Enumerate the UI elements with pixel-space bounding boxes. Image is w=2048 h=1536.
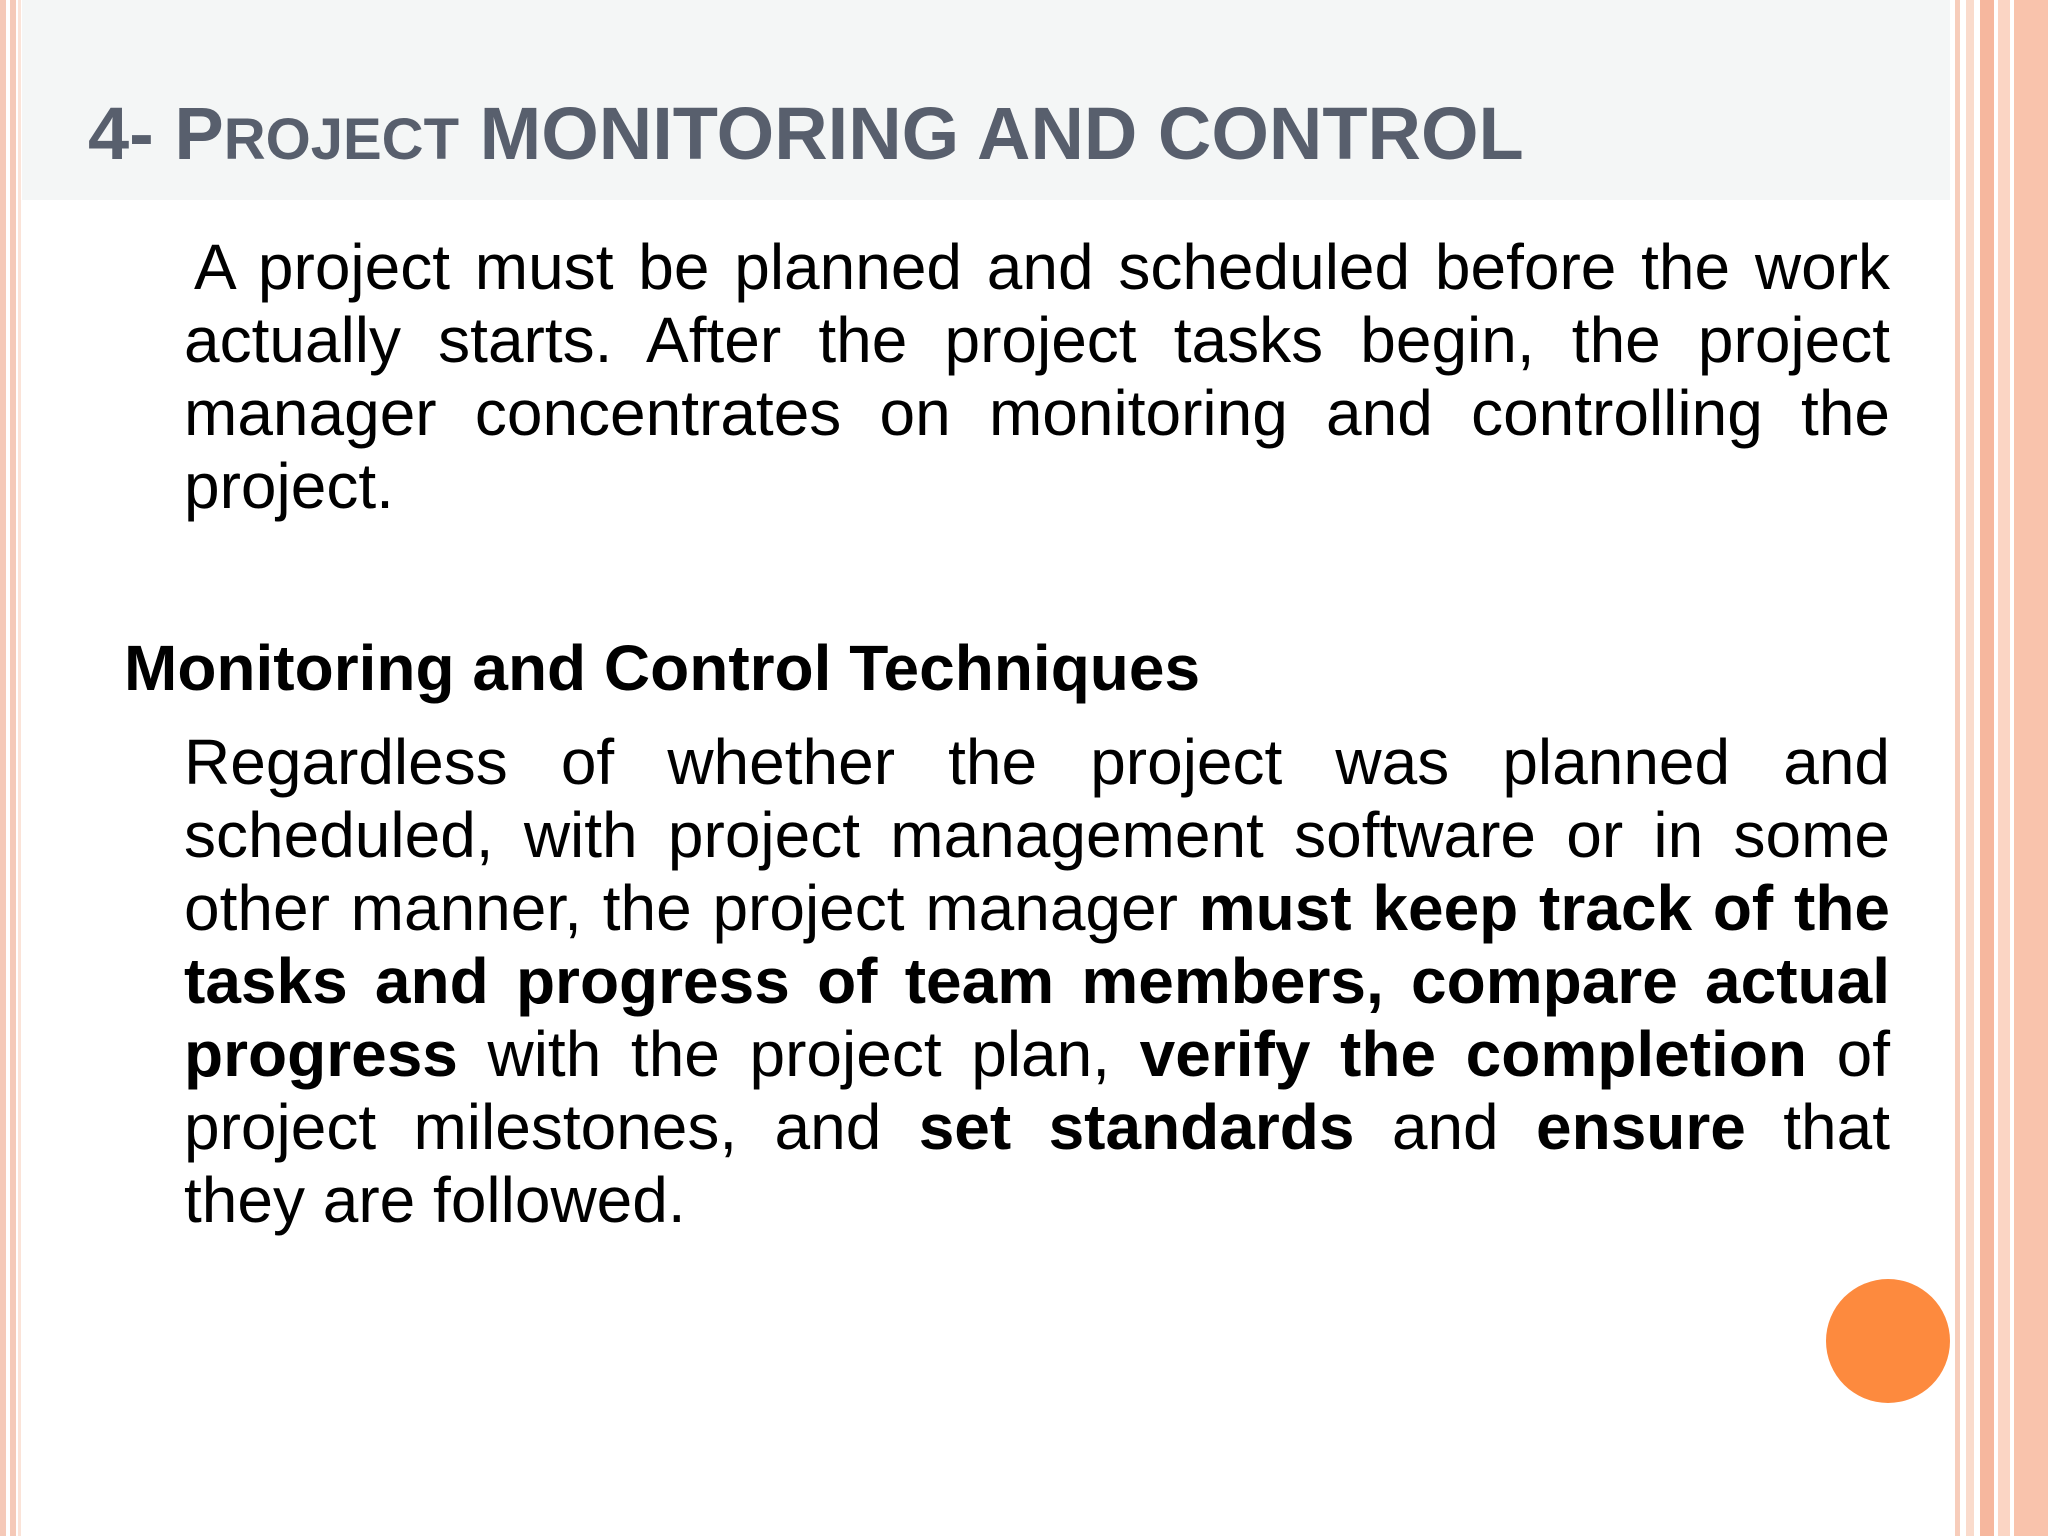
right-border-stripe <box>2014 0 2048 1536</box>
title-rest: MONITORING AND CONTROL <box>479 92 1524 175</box>
left-border-stripe <box>10 0 16 1536</box>
text-segment: and <box>1354 1091 1537 1163</box>
right-border-stripe <box>1980 0 1994 1536</box>
title-word-smallcaps: ROJECT <box>223 107 459 172</box>
text-segment: with the project plan, <box>457 1018 1140 1090</box>
left-border-stripe <box>0 0 6 1536</box>
techniques-paragraph <box>184 726 1890 1237</box>
left-border-stripe <box>18 0 21 1536</box>
right-border-stripe <box>1966 0 1974 1536</box>
decorative-orange-circle <box>1826 1279 1950 1403</box>
slide-title <box>88 90 1524 184</box>
right-border-stripe <box>1998 0 2010 1536</box>
title-number: 4- <box>88 92 154 175</box>
text-segment: of project milestones, and <box>184 1018 1891 1163</box>
section-heading: Monitoring and Control Techniques <box>124 632 1201 704</box>
bold-phrase-ensure: ensure <box>1536 1091 1746 1163</box>
bold-phrase-set-standards: set standards <box>918 1091 1355 1163</box>
right-border-stripe <box>1955 0 1960 1536</box>
title-word-initial: P <box>174 92 224 175</box>
bold-phrase-track-progress: must keep track of the tasks and progress of team members, compare actual progress <box>184 872 1890 1090</box>
bold-phrase-verify-completion: verify the completion <box>1139 1018 1808 1090</box>
text-segment: Regardless of whether the project was planned and scheduled, with project management software or in some other manner, the project manager <box>184 726 1890 944</box>
intro-paragraph: A project must be planned and scheduled before the work actually starts. After the project tasks begin, the project manager concentrates on monitoring and controlling the project. <box>184 231 1890 522</box>
text-segment: that they are followed. <box>184 1091 1891 1236</box>
